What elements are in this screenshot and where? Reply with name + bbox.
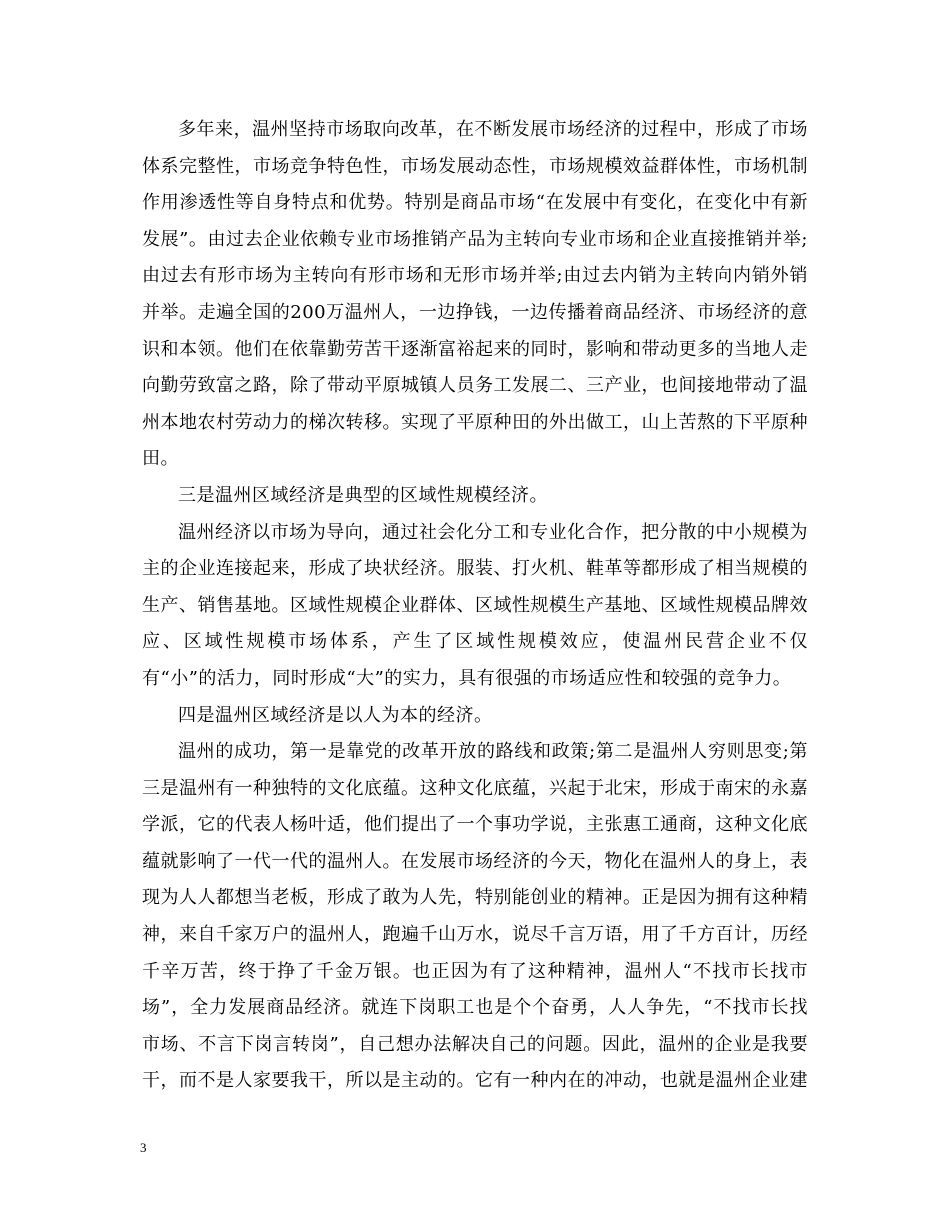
page-number: 3 — [140, 1140, 147, 1155]
paragraph-3: 温州经济以市场为导向，通过社会化分工和专业化合作，把分散的中小规模为主的企业连接起来，形成了块状经济。服装、打火机、鞋革等都形成了相当规模的生产、销售基地。区域性规模企业群体、区域性规模生产基地、区域性规模品牌效应、区域性规模市场体系，产生了区域性规模效应，使温州民营企业不仅有“小”的活力，同时形成“大”的实力，具有很强的市场适应性和较强的竞争力。 — [142, 521, 808, 689]
paragraph-5: 温州的成功，第一是靠党的改革开放的路线和政策;第二是温州人穷则思变;第三是温州有一种独特的文化底蕴。这种文化底蕴，兴起于北宋，形成于南宋的永嘉学派，它的代表人杨叶适，他们提出了一个事功学说，主张惠工通商，这种文化底蕴就影响了一代一代的温州人。在发展市场经济的今天，物化在温州人的身上，表现为人人都想当老板，形成了敢为人先，特别能创业的精神。正是因为拥有这种精神，来自千家万户的温州人，跑遍千山万水，说尽千言万语，用了千方百计，历经千辛万苦，终于挣了千金万银。也正因为有了这种精神，温州人“不找市长找市场”，全力发展商品经济。就连下岗职工也是个个奋勇，人人争先，“不找市长找市场、不言下岗言转岗”，自己想办法解决自己的问题。因此，温州的企业是我要干，而不是人家要我干，所以是主动的。它有一种内在的冲动，也就是温州企业建 — [142, 741, 808, 1092]
paragraph-4-heading: 四是温州区域经济是以人为本的经济。 — [178, 704, 493, 726]
paragraph-2-heading: 三是温州区域经济是典型的区域性规模经济。 — [178, 484, 548, 506]
document-body — [142, 112, 808, 1100]
paragraph-1: 多年来，温州坚持市场取向改革，在不断发展市场经济的过程中，形成了市场体系完整性，市场竞争特色性，市场发展动态性，市场规模效益群体性，市场机制作用渗透性等自身特点和优势。特别是商品市场“在发展中有变化，在变化中有新发展”。由过去企业依赖专业市场推销产品为主转向专业市场和企业直接推销并举;由过去有形市场为主转向有形市场和无形市场并举;由过去内销为主转向内销外销并举。走遍全国的200万温州人，一边挣钱，一边传播着商品经济、市场经济的意识和本领。他们在依靠勤劳苦干逐渐富裕起来的同时，影响和带动更多的当地人走向勤劳致富之路，除了带动平原城镇人员务工发展二、三产业，也间接地带动了温州本地农村劳动力的梯次转移。实现了平原种田的外出做工，山上苦熬的下平原种田。 — [142, 119, 808, 470]
